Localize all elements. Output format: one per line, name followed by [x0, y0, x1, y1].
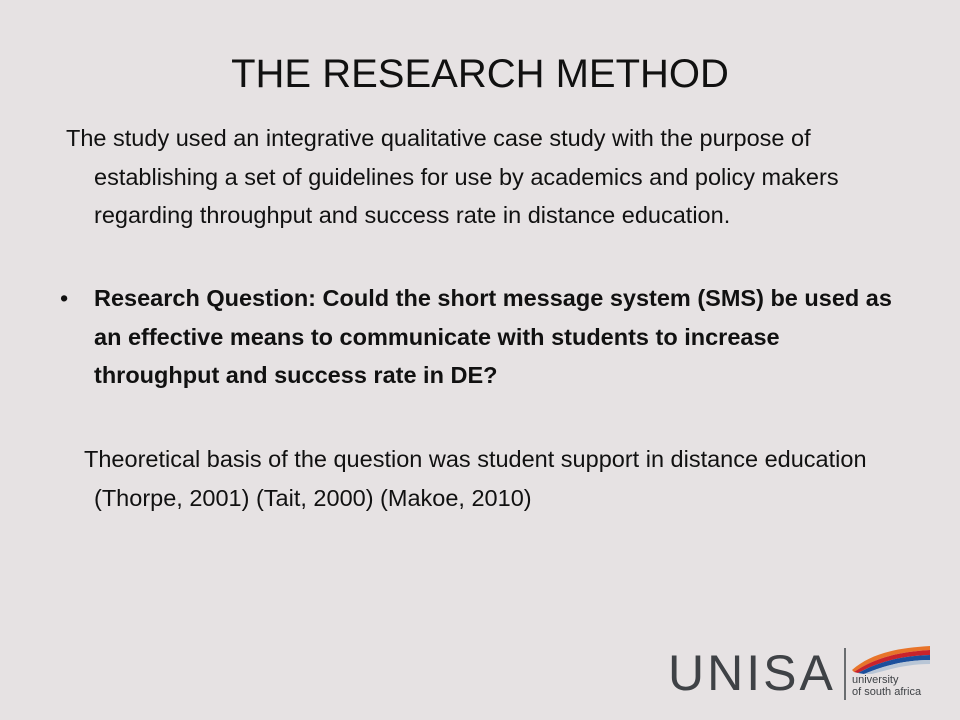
unisa-logo [668, 640, 938, 706]
logo-divider [844, 648, 846, 700]
slide-title: THE RESEARCH METHOD [231, 52, 729, 96]
logo-subtitle-line1: university [852, 674, 899, 686]
logo-wordmark: UNISA [668, 645, 836, 701]
theoretical-basis-paragraph: Theoretical basis of the question was student support in distance education (Thorpe, 2001) (Tait, 2000) (Makoe, 2010) [84, 446, 867, 511]
research-question-bullet [60, 279, 910, 395]
intro-paragraph: The study used an integrative qualitative case study with the purpose of establishing a set of guidelines for use by academics and policy makers regarding throughput and success rate in distance education. [66, 125, 839, 228]
flag-icon [850, 644, 932, 674]
bullet-marker: • [60, 285, 69, 311]
research-question-text: Research Question: Could the short message system (SMS) be used as an effective means to communicate with students to increase throughput and success rate in DE? [94, 285, 892, 388]
logo-subtitle-line2: of south africa [852, 686, 922, 698]
logo-subtitle [852, 674, 938, 698]
